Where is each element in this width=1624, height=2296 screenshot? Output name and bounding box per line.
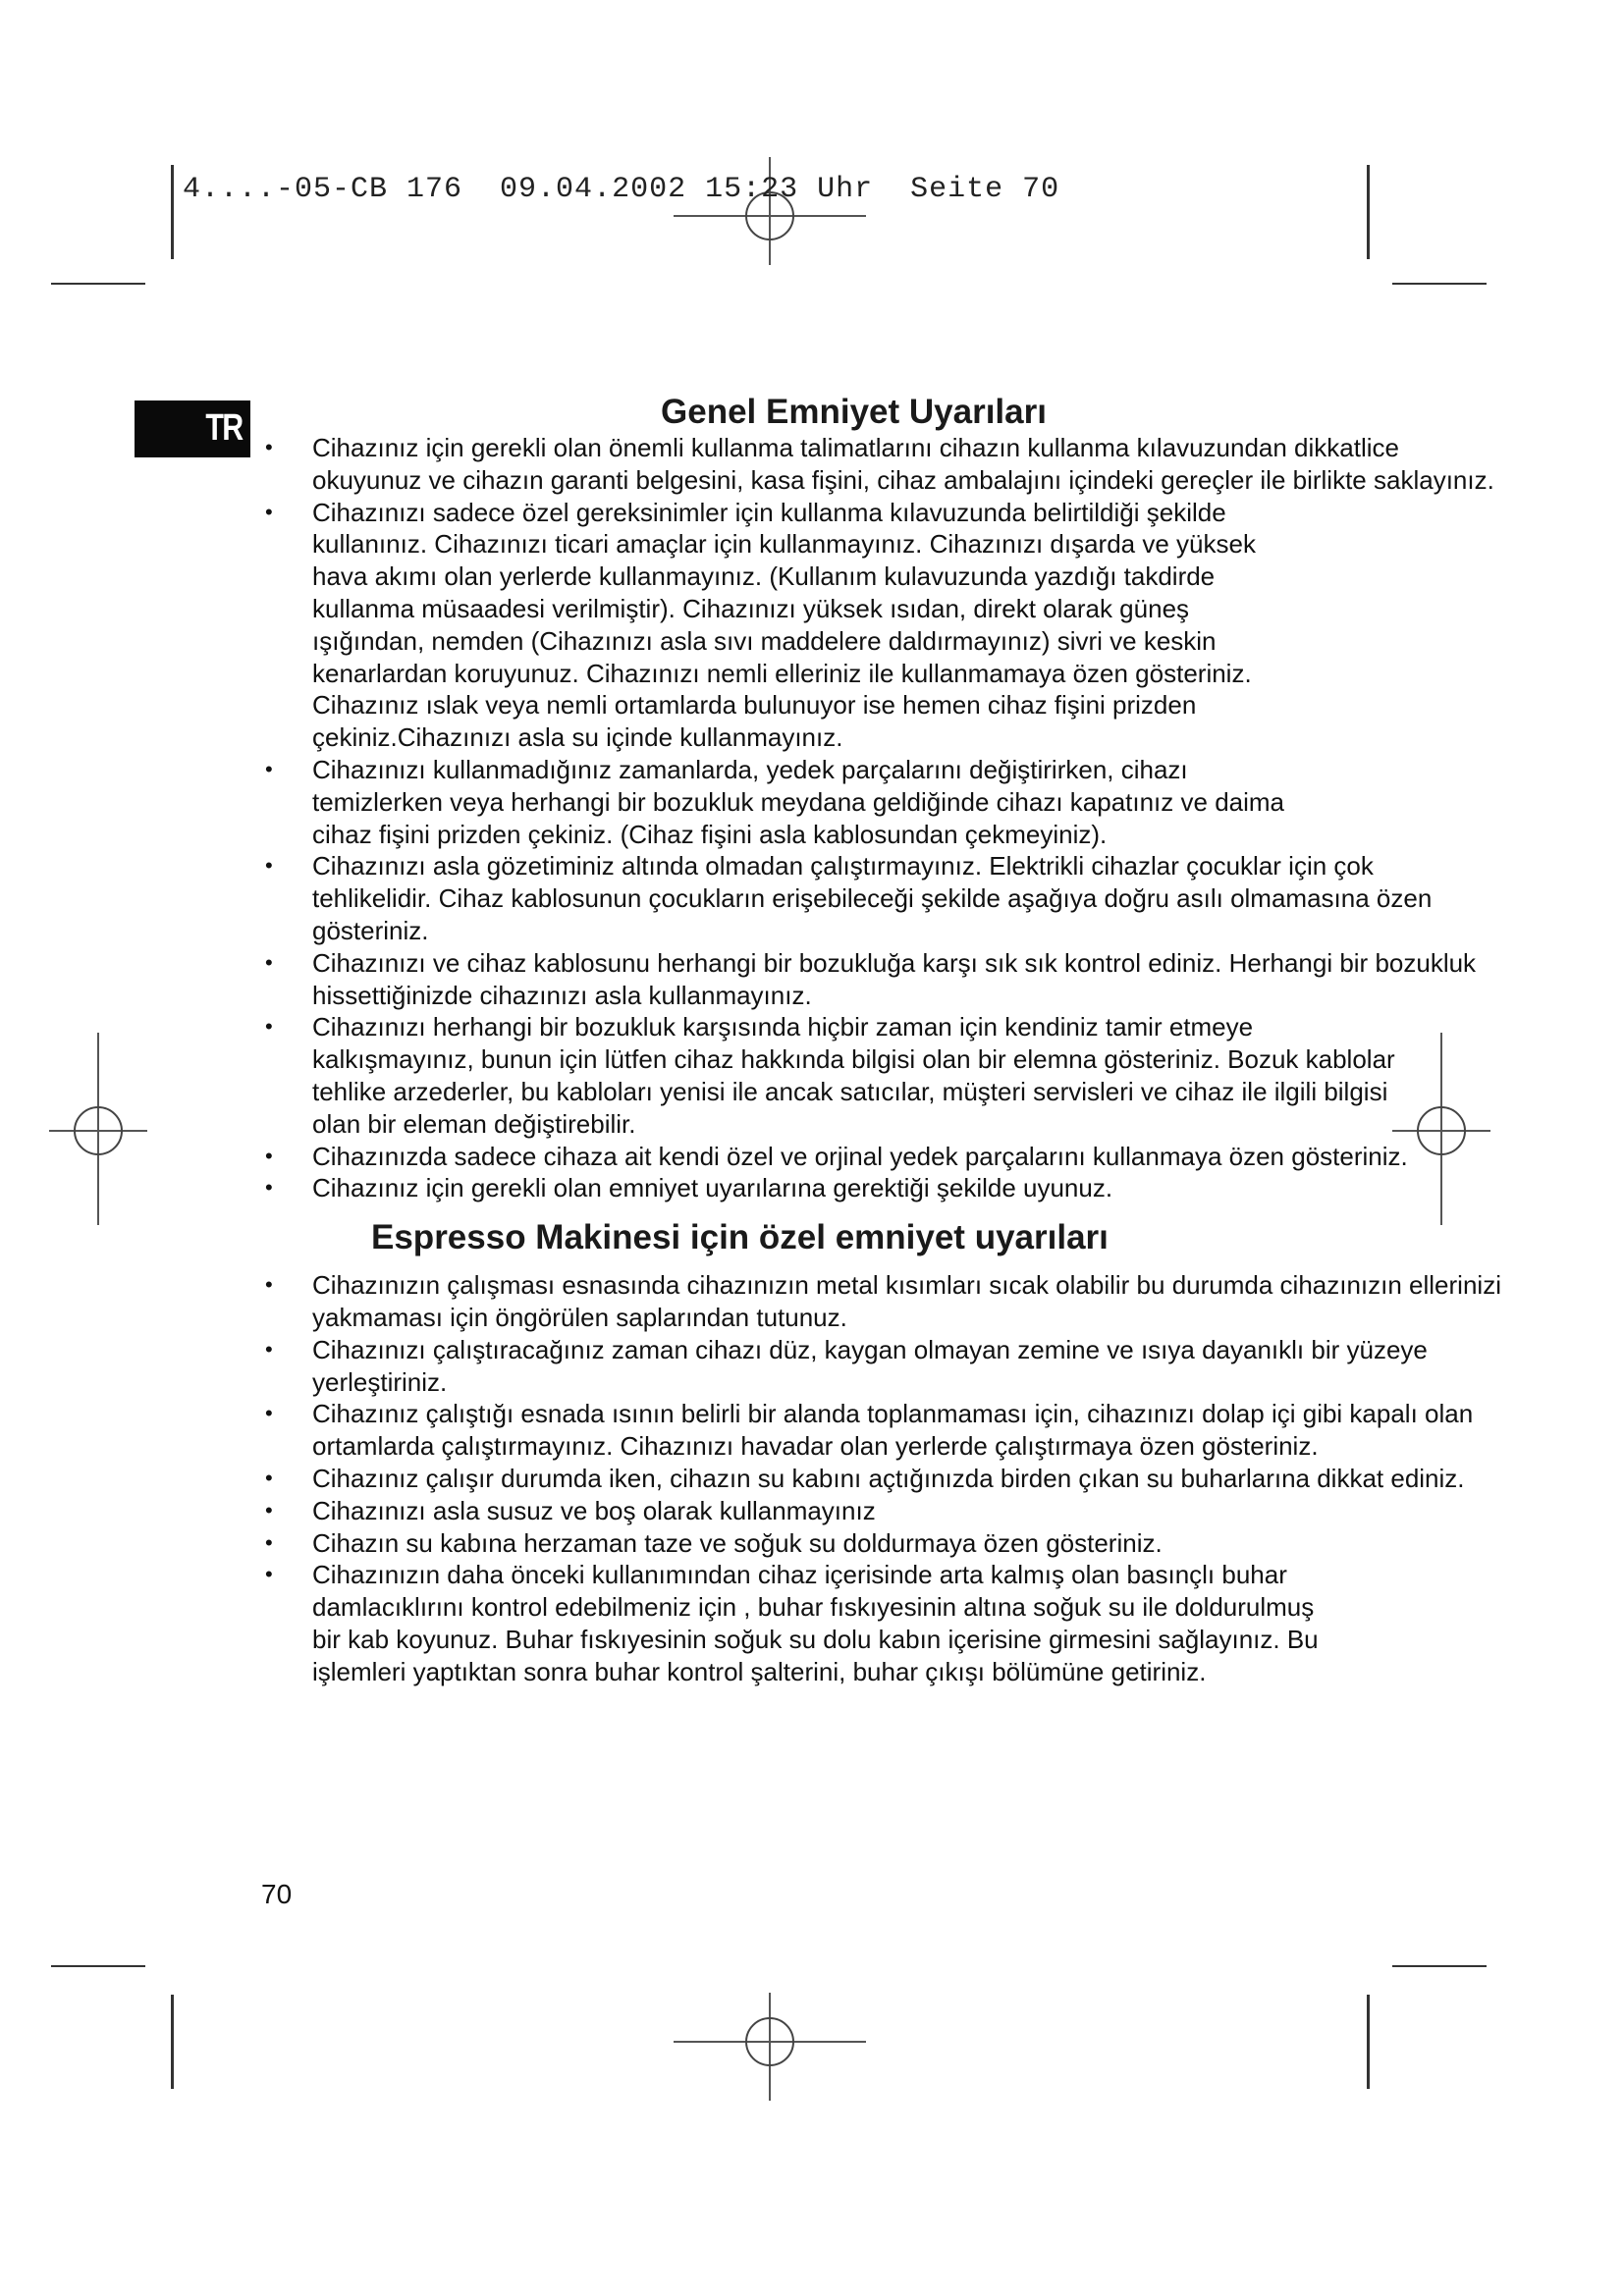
- section1-title: Genel Emniyet Uyarıları: [661, 393, 1047, 431]
- list-item: • Cihazınız çalışır durumda iken, cihazın su kabını açtığınızda birden çıkan su buharlarına dikkat ediniz.: [257, 1463, 1510, 1495]
- print-slug-header: 4....-05-CB 176 09.04.2002 15:23 Uhr Seite 70: [183, 173, 1060, 206]
- list-item: • Cihazınızı ve cihaz kablosunu herhangi bir bozukluğa karşı sık sık kontrol ediniz. Herhangi bir bozukluk hissettiğinizde cihazınızı asla kullanmayınız.: [257, 947, 1510, 1012]
- page-content: [257, 393, 1583, 1687]
- list-item: • Cihazınızda sadece cihaza ait kendi özel ve orjinal yedek parçalarını kullanmaya özen gösteriniz.: [257, 1141, 1510, 1173]
- list-item: • Cihazınızı asla susuz ve boş olarak kullanmayınız: [257, 1495, 1510, 1527]
- list-item: • Cihazınız için gerekli olan önemli kullanma talimatlarını cihazın kullanma kılavuzundan dikkatlice okuyunuz ve cihazın garanti belgesini, kasa fişini, cihaz ambalajını içindeki gereçler ile birlikte saklayınız.: [257, 432, 1510, 497]
- section2-list: [257, 1269, 1583, 1687]
- list-item: • Cihazınız çalıştığı esnada ısının belirli bir alanda toplanmaması için, cihazınızı dolap içi gibi kapalı olan ortamlarda çalıştırmayınız. Cihazınızı havadar olan yerlerde çalıştırmaya özen gösteriniz.: [257, 1398, 1510, 1463]
- list-item: • Cihazın su kabına herzaman taze ve soğuk su doldurmaya özen gösteriniz.: [257, 1527, 1510, 1560]
- crop-mark: [171, 1995, 174, 2089]
- crop-mark: [171, 165, 174, 259]
- list-item: • Cihazınızı asla gözetiminiz altında olmadan çalıştırmayınız. Elektrikli cihazlar çocuklar için çok tehlikelidir. Cihaz kablosunun çocukların erişebileceği şekilde aşağıya doğru asılı olmamasına özen gösteriniz.: [257, 850, 1451, 946]
- section1-list: [257, 432, 1583, 1204]
- list-item: • Cihazınızı çalıştıracağınız zaman cihazı düz, kaygan olmayan zemine ve ısıya dayanıklı bir yüzeye yerleştiriniz.: [257, 1334, 1510, 1399]
- page-number: 70: [261, 1879, 293, 1909]
- list-item: • Cihazınızın çalışması esnasında cihazınızın metal kısımları sıcak olabilir bu durumda cihazınızın ellerinizi yakmaması için öngörülen saplarından tutunuz.: [257, 1269, 1510, 1334]
- crop-mark: [1367, 165, 1370, 259]
- language-tab: [135, 400, 250, 457]
- crop-mark: [1392, 1965, 1487, 1967]
- registration-mark-left: [49, 1033, 147, 1225]
- list-item: • Cihazınızı herhangi bir bozukluk karşısında hiçbir zaman için kendiniz tamir etmeye kalkışmayınız, bunun için lütfen cihaz hakkında bilgisi olan bir elemna gösteriniz. Bozuk kablolar tehlike arzederler, bu kabloları yenisi ile ancak satıcılar, müşteri servisleri ve cihaz ile ilgili bilgisi olan bir eleman değiştirebilir.: [257, 1011, 1422, 1140]
- language-tab-label: TR: [205, 407, 243, 449]
- list-item: • Cihazınız için gerekli olan emniyet uyarılarına gerektiği şekilde uyunuz.: [257, 1172, 1510, 1204]
- registration-mark-bottom: [674, 1993, 866, 2101]
- crop-mark: [1392, 283, 1487, 285]
- crop-mark: [51, 1965, 145, 1967]
- list-item: • Cihazınızı kullanmadığınız zamanlarda, yedek parçalarını değiştirirken, cihazı temizlerken veya herhangi bir bozukluk meydana geldiğinde cihazı kapatınız ve daima cihaz fişini prizden çekiniz. (Cihaz fişini asla kablosundan çekmeyiniz).: [257, 754, 1324, 850]
- crop-mark: [1367, 1995, 1370, 2089]
- section2-title: Espresso Makinesi için özel emniyet uyarıları: [371, 1218, 1109, 1257]
- list-item: • Cihazınızın daha önceki kullanımından cihaz içerisinde arta kalmış olan basınçlı buhar damlacıklırını kontrol edebilmeniz için , buhar fıskıyesinin altına soğuk su ile doldurulmuş bir kab koyunuz. Buhar fıskıyesinin soğuk su dolu kabın içerisine girmesini sağlayınız. Bu işlemleri yaptıktan sonra buhar kontrol şalterini, buhar çıkışı bölümüne getiriniz.: [257, 1559, 1333, 1687]
- crop-mark: [51, 283, 145, 285]
- list-item: • Cihazınızı sadece özel gereksinimler için kullanma kılavuzunda belirtildiği şekilde kullanınız. Cihazınızı ticari amaçlar için kullanmayınız. Cihazınızı dışarda ve yüksek hava akımı olan yerlerde kullanmayınız. (Kullanım kulavuzunda yazdığı takdirde kullanma müsaadesi verilmiştir). Cihazınızı yüksek ısıdan, direkt olarak güneş ışığından, nemden (Cihazınızı asla sıvı maddelere daldırmayınız) sivri ve keskin kenarlardan koruyunuz. Cihazınızı nemli elleriniz ile kullanmamaya özen gösteriniz. Cihazınız ıslak veya nemli ortamlarda bulunuyor ise hemen cihaz fişini prizden çekiniz.Cihazınızı asla su içinde kullanmayınız.: [257, 497, 1304, 754]
